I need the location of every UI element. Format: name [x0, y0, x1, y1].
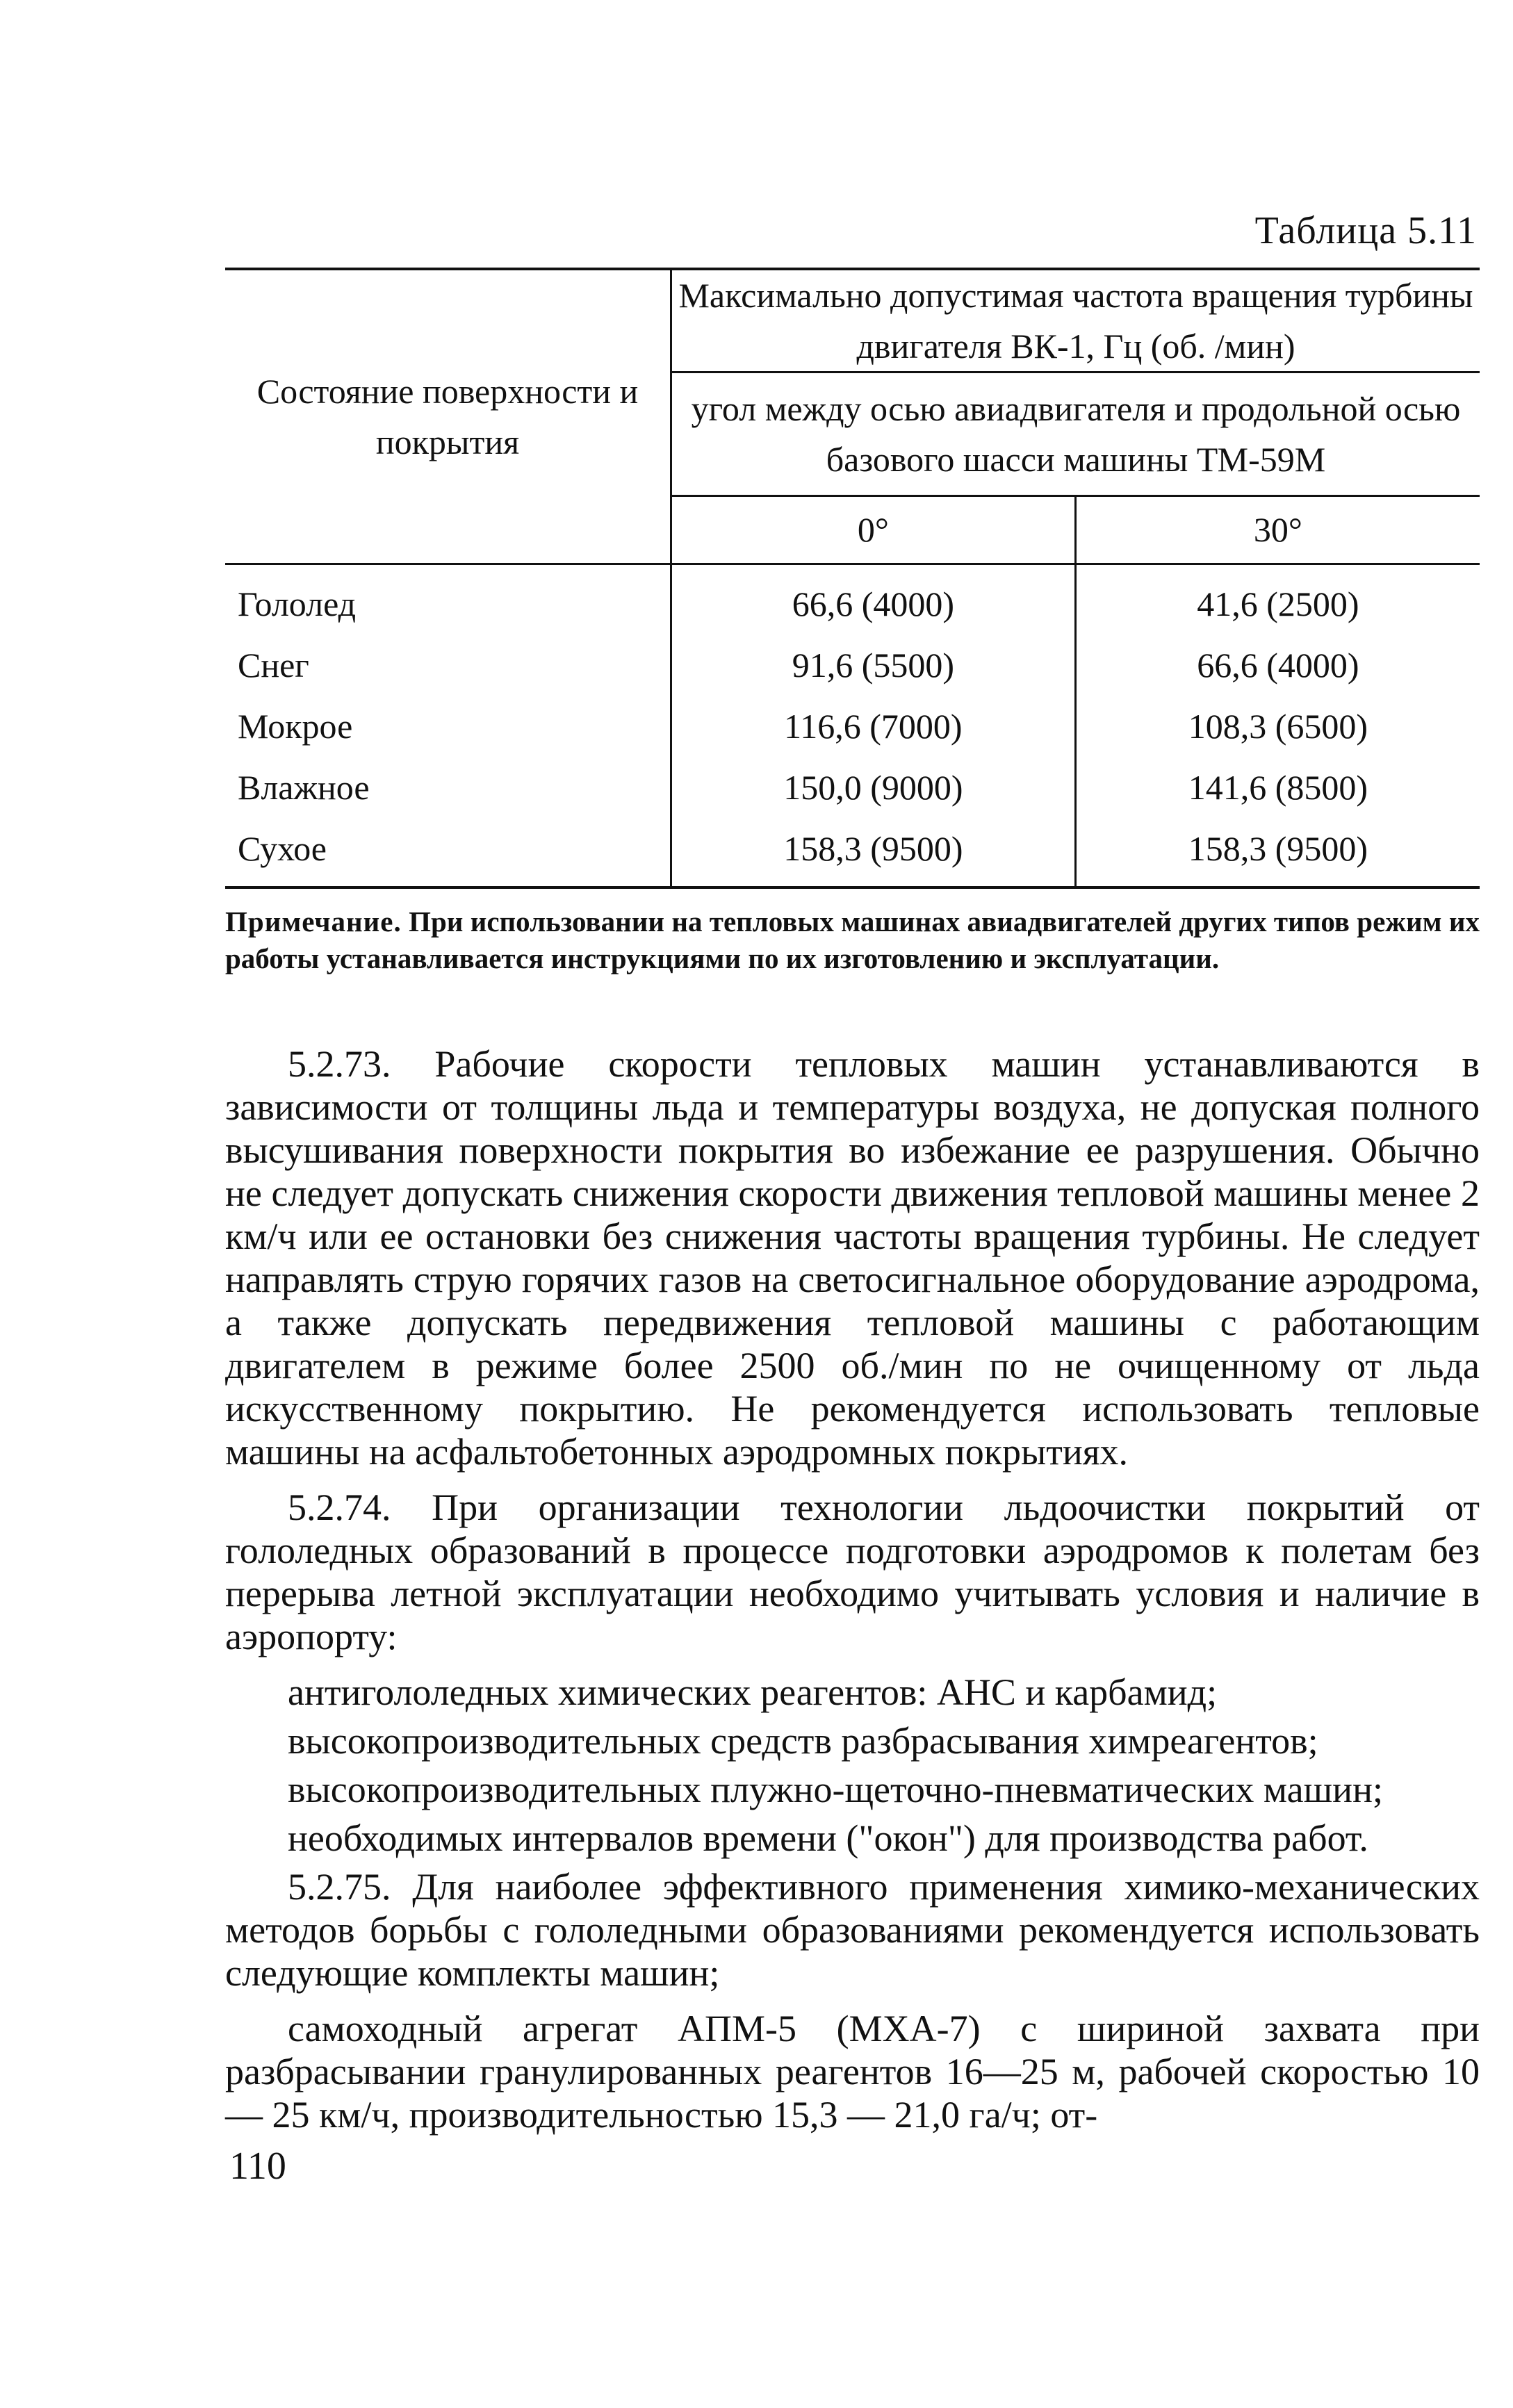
row-condition: Сухое [225, 818, 671, 887]
table-row [225, 818, 1480, 887]
table-row [225, 696, 1480, 757]
table-row [225, 757, 1480, 818]
row-value-0deg: 91,6 (5500) [671, 634, 1076, 696]
list-item: необходимых интервалов времени ("окон") для производства работ. [288, 1817, 1368, 1859]
row-value-30deg: 41,6 (2500) [1197, 584, 1359, 623]
paragraph-5-2-75: 5.2.75. Для наиболее эффективного применения химико-механических методов борьбы с гололедными образованиями рекомендуется использовать следующие комплекты машин; [225, 1866, 1480, 1994]
row-condition: Снег [225, 634, 671, 696]
row-value-30deg: 141,6 (8500) [1188, 767, 1368, 807]
table-row [225, 634, 1480, 696]
row-value-0deg: 158,3 (9500) [671, 818, 1076, 887]
header-angle-0: 0° [671, 496, 1076, 564]
row-condition: Мокрое [225, 696, 671, 757]
paragraph-apm-5: самоходный агрегат АПМ-5 (МХА-7) с шириной захвата при разбрасывании гранулированных реагентов 16—25 м, рабочей скоростью 10 — 25 км/ч, производительностью 15,3 — 21,0 га/ч; от- [225, 2008, 1480, 2136]
header-max-frequency: Максимально допустимая частота вращения турбины двигателя ВК-1, Гц (об. /мин) [671, 269, 1480, 372]
header-condition: Состояние поверхности и покрытия [225, 269, 671, 564]
page-number: 110 [229, 2145, 286, 2188]
data-table [225, 268, 1480, 889]
list-item: высокопроизводительных средств разбрасывания химреагентов; [288, 1720, 1318, 1762]
row-value-0deg: 150,0 (9000) [671, 757, 1076, 818]
row-condition: Влажное [225, 757, 671, 818]
table-row [225, 564, 1480, 635]
list-item: антигололедных химических реагентов: АНС и карбамид; [288, 1671, 1218, 1713]
paragraph-5-2-73: 5.2.73. Рабочие скорости тепловых машин устанавливаются в зависимости от толщины льда и температуры воздуха, не допуская полного высушивания поверхности покрытия во избежание ее разрушения. Обычно не следует допускать снижения скорости движения тепловой машины менее 2 км/ч или ее остановки без снижения частоты вращения турбины. Не следует направлять струю горячих газов на светосигнальное оборудование аэродрома, а также допускать передвижения тепловой машины с работающим двигателем в режиме более 2500 об./мин по не очищенному от льда искусственному покрытию. Не рекомендуется использовать тепловые машины на асфальтобетонных аэродромных покрытиях. [225, 1043, 1480, 1473]
table-caption: Таблица 5.11 [1254, 209, 1477, 252]
table-note [225, 903, 1480, 977]
row-value-30deg: 158,3 (9500) [1075, 818, 1480, 887]
row-value-0deg: 116,6 (7000) [671, 696, 1076, 757]
paragraph-5-2-74: 5.2.74. При организации технологии льдоочистки покрытий от гололедных образований в процессе подготовки аэродромов к полетам без перерыва летной эксплуатации необходимо учитывать условия и наличие в аэропорту: [225, 1486, 1480, 1657]
header-angle: угол между осью авиадвигателя и продольной осью базового шасси машины ТМ-59М [671, 372, 1480, 496]
row-value-30deg: 108,3 (6500) [1188, 706, 1368, 746]
body-text [225, 1042, 1480, 2149]
row-condition: Гололед [225, 564, 671, 635]
row-value-0deg: 66,6 (4000) [671, 564, 1076, 635]
note-text: При использовании на тепловых машинах авиадвигателей других типов режим их работы устанавливается инструкциями по их изготовлению и эксплуатации. [225, 906, 1480, 974]
list-item: высокопроизводительных плужно-щеточно-пневматических машин; [288, 1769, 1383, 1810]
row-value-30deg: 66,6 (4000) [1197, 645, 1359, 685]
header-angle-30: 30° [1075, 496, 1480, 564]
note-label: Примечание. [225, 906, 402, 937]
